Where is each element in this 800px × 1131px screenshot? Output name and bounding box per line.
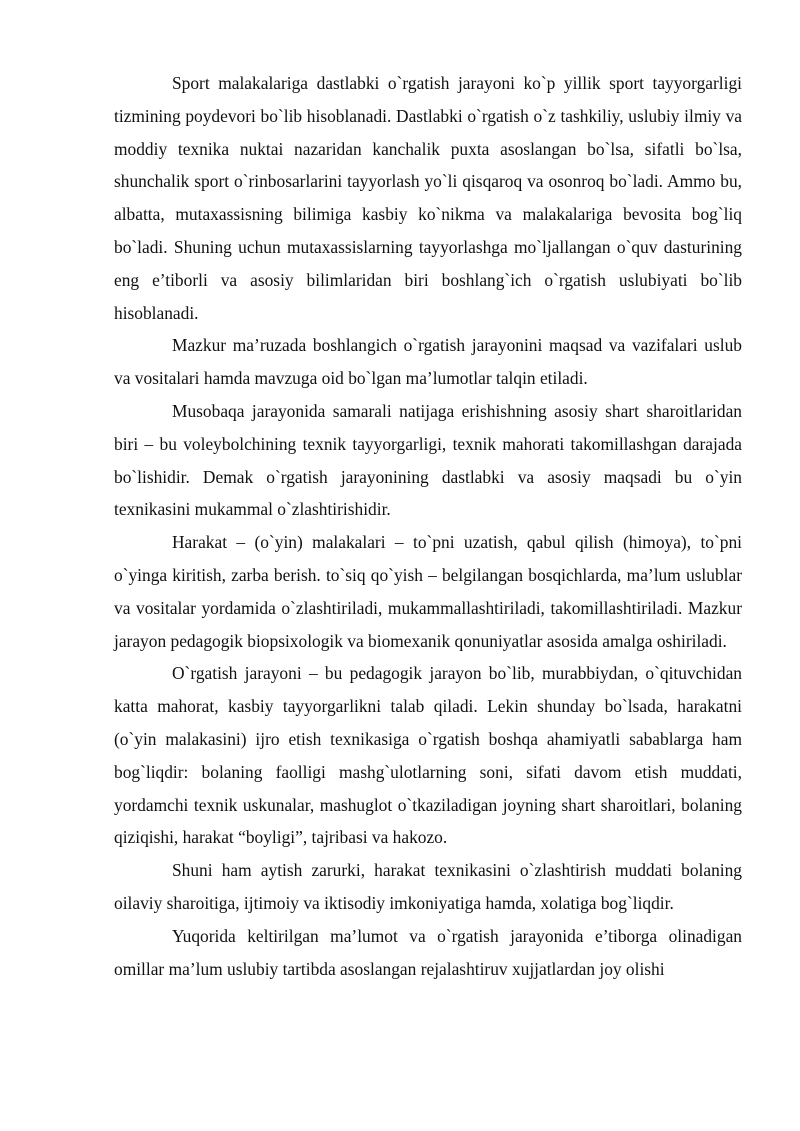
paragraph-3: Musobaqa jarayonida samarali natijaga erishishning asosiy shart sharoitlaridan biri – bu voleybolchining texnik tayyorgarligi, texnik mahorati takomillashgan darajada bo`lishidir. Demak o`rgatish jarayonining dastlabki va asosiy maqsadi bu o`yin texnikasini mukammal o`zlashtirishidir. (114, 400, 742, 520)
paragraph-4: Harakat – (o`yin) malakalari – to`pni uzatish, qabul qilish (himoya), to`pni o`yinga kiritish, zarba berish. to`siq qo`yish – belgilangan bosqichlarda, ma’lum uslublar va vositalar yordamida o`zlashtiriladi, mukammallashtiriladi, takomillashtiriladi. Mazkur jarayon pedagogik biopsixologik va biomexanik qonuniyatlar asosida amalga oshiriladi. (114, 532, 742, 651)
paragraph-2: Mazkur ma’ruzada boshlangich o`rgatish jarayonini maqsad va vazifalari uslub va vositalari hamda mavzuga oid bo`lgan ma’lumotlar talqin etiladi. (114, 335, 742, 389)
document-body (114, 67, 742, 985)
paragraph-1: Sport malakalariga dastlabki o`rgatish jarayoni ko`p yillik sport tayyorgarligi tizmining poydevori bo`lib hisoblanadi. Dastlabki o`rgatish o`z tashkiliy, uslubiy ilmiy va moddiy texnika nuktai nazaridan kanchalik puxta asoslangan bo`lsa, sifatli bo`lsa, shunchalik sport o`rinbosarlarini tayyorlash yo`li qisqaroq va osonroq bo`ladi. Ammo bu, albatta, mutaxassisning bilimiga kasbiy ko`nikma va malakalariga bevosita bog`liq bo`ladi. Shuning uchun mutaxassislarning tayyorlashga mo`ljallangan o`quv dasturining eng e’tiborli va asosiy bilimlaridan biri boshlang`ich o`rgatish uslubiyati bo`lib hisoblanadi. (114, 73, 742, 323)
paragraph-5: O`rgatish jarayoni – bu pedagogik jarayon bo`lib, murabbiydan, o`qituvchidan katta mahorat, kasbiy tayyorgarlikni talab qiladi. Lekin shunday bo`lsada, harakatni (o`yin malakasini) ijro etish texnikasiga o`rgatish boshqa ahamiyatli sabablarga ham bog`liqdir: bolaning faolligi mashg`ulotlarning soni, sifati davom etish muddati, yordamchi texnik uskunalar, mashuglot o`tkaziladigan joyning shart sharoitlari, bolaning qiziqishi, harakat “boyligi”, tajribasi va hakozo. (114, 663, 742, 848)
paragraph-6: Shuni ham aytish zarurki, harakat texnikasini o`zlashtirish muddati bolaning oilaviy sharoitiga, ijtimoiy va iktisodiy imkoniyatiga hamda, xolatiga bog`liqdir. (114, 860, 742, 913)
paragraph-7: Yuqorida keltirilgan ma’lumot va o`rgatish jarayonida e’tiborga olinadigan omillar ma’lum uslubiy tartibda asoslangan rejalashtiruv xujjatlardan joy olishi (114, 925, 742, 979)
